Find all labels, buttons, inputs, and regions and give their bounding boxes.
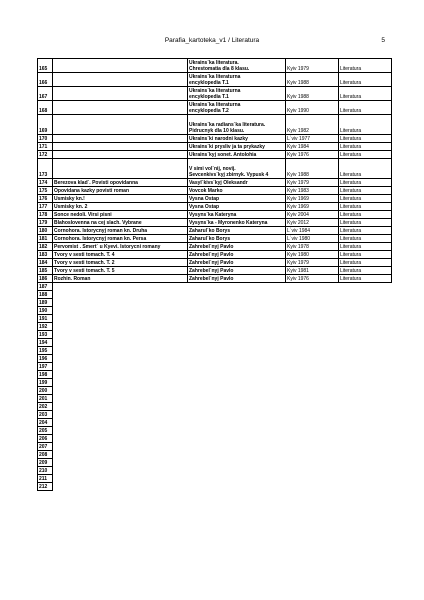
author-line: Zahrebel`nyj Pavlo — [189, 252, 234, 258]
row-number: 188 — [38, 291, 53, 299]
row-number: 208 — [38, 451, 53, 459]
table-row — [38, 73, 392, 87]
row-number: 210 — [38, 467, 53, 475]
book-title: Opovidana kazky povisti roman — [53, 187, 188, 195]
book-title — [53, 143, 188, 151]
row-number: 181 — [38, 235, 53, 243]
book-author — [188, 251, 286, 259]
category: Literatura — [339, 135, 392, 143]
empty-row — [38, 435, 392, 443]
book-author — [188, 275, 286, 283]
author-line: Ukrains`ka literaturna — [189, 88, 241, 94]
row-number: 173 — [38, 159, 53, 179]
book-author — [188, 115, 286, 135]
author-line: Ukrains`ka literaturna — [189, 74, 241, 80]
table-row — [38, 179, 392, 187]
row-number: 207 — [38, 443, 53, 451]
table-row — [38, 159, 392, 179]
author-line: Zahrebel`nyj Pavlo — [189, 276, 234, 282]
book-title — [53, 59, 188, 73]
table-row — [38, 243, 392, 251]
place-year: Kyiv 1979 — [286, 179, 339, 187]
table-row — [38, 151, 392, 159]
place-year: L`viv 1980 — [286, 235, 339, 243]
author-line: Zahrebel`nyj Pavlo — [189, 268, 234, 274]
catalog-table — [37, 58, 392, 491]
row-number: 184 — [38, 259, 53, 267]
table-row — [38, 187, 392, 195]
book-title — [53, 115, 188, 135]
row-number: 180 — [38, 227, 53, 235]
category: Literatura — [339, 267, 392, 275]
book-author — [188, 267, 286, 275]
book-author — [188, 135, 286, 143]
row-number: 172 — [38, 151, 53, 159]
book-title — [53, 87, 188, 101]
place-year: Kyiv 1988 — [286, 73, 339, 87]
category: Literatura — [339, 227, 392, 235]
place-year: Kyiv 1982 — [286, 115, 339, 135]
category: Literatura — [339, 151, 392, 159]
category: Literatura — [339, 87, 392, 101]
book-title: Rozhin. Roman — [53, 275, 188, 283]
category: Literatura — [339, 195, 392, 203]
row-number: 171 — [38, 143, 53, 151]
place-year: Kyiv 1979 — [286, 259, 339, 267]
book-author — [188, 179, 286, 187]
empty-row — [38, 299, 392, 307]
table-row — [38, 87, 392, 101]
category: Literatura — [339, 179, 392, 187]
row-number: 200 — [38, 387, 53, 395]
page-header — [0, 37, 424, 49]
book-author — [188, 59, 286, 73]
row-number: 185 — [38, 267, 53, 275]
row-number: 196 — [38, 355, 53, 363]
row-number: 201 — [38, 395, 53, 403]
category: Literatura — [339, 101, 392, 115]
row-number: 209 — [38, 459, 53, 467]
row-number: 165 — [38, 59, 53, 73]
book-author — [188, 159, 286, 179]
book-author — [188, 235, 286, 243]
empty-row — [38, 315, 392, 323]
row-number: 203 — [38, 411, 53, 419]
category: Literatura — [339, 219, 392, 227]
row-number: 166 — [38, 73, 53, 87]
book-author — [188, 227, 286, 235]
table-row — [38, 59, 392, 73]
author-line: Vasyl`kivs`kyj Oleksandr — [189, 180, 248, 186]
document-title: Parafia_kartoteka_v1 / Literatura — [164, 37, 260, 44]
author-line: encyklopedia T.1 — [189, 94, 229, 100]
row-number: 190 — [38, 307, 53, 315]
empty-row — [38, 379, 392, 387]
book-author — [188, 195, 286, 203]
row-number: 198 — [38, 371, 53, 379]
category: Literatura — [339, 275, 392, 283]
row-number: 205 — [38, 427, 53, 435]
row-number: 178 — [38, 211, 53, 219]
row-number: 175 — [38, 187, 53, 195]
author-line: V simi vol`nij, novij. — [189, 166, 236, 172]
place-year: Kyiv 1969 — [286, 203, 339, 211]
author-line: Ukrains`ka literaturna — [189, 102, 241, 108]
category: Literatura — [339, 159, 392, 179]
row-number: 186 — [38, 275, 53, 283]
table-row — [38, 235, 392, 243]
empty-row — [38, 387, 392, 395]
empty-row — [38, 419, 392, 427]
row-number: 206 — [38, 435, 53, 443]
empty-row — [38, 411, 392, 419]
place-year: Kyiv 2004 — [286, 211, 339, 219]
book-title: Tvory v sesti tomach. T. 4 — [53, 251, 188, 259]
empty-row — [38, 403, 392, 411]
category: Literatura — [339, 187, 392, 195]
author-line: encyklopedia T.1 — [189, 80, 229, 86]
place-year: Kyiv 1980 — [286, 251, 339, 259]
author-line: Zahrebel`nyj Pavlo — [189, 244, 234, 250]
place-year: Kyiv 1988 — [286, 87, 339, 101]
row-number: 192 — [38, 323, 53, 331]
place-year: Kyiv 1976 — [286, 275, 339, 283]
row-number: 179 — [38, 219, 53, 227]
place-year: Kyiv 1984 — [286, 143, 339, 151]
book-title: Berezova klad`. Povisti opovidanna — [53, 179, 188, 187]
row-number: 191 — [38, 315, 53, 323]
empty-row — [38, 451, 392, 459]
book-title: Cornohora. Istorycnyj roman kn. Druha — [53, 227, 188, 235]
author-line: Ukrains`ka literatura. — [189, 60, 239, 66]
row-number: 197 — [38, 363, 53, 371]
place-year: Kyiv 1969 — [286, 195, 339, 203]
row-number: 169 — [38, 115, 53, 135]
author-line: Vysyns`ka - Myronenko Kateryna — [189, 220, 268, 226]
table-row — [38, 275, 392, 283]
row-number: 193 — [38, 331, 53, 339]
empty-row — [38, 363, 392, 371]
book-title: Blahoslovenna na cej slach. Vybrane — [53, 219, 188, 227]
row-number: 182 — [38, 243, 53, 251]
book-title: Cornohora. Istorycnyj roman kn. Persa — [53, 235, 188, 243]
page-number: 5 — [381, 37, 385, 44]
author-line: Vysna Ostap — [189, 204, 220, 210]
category: Literatura — [339, 143, 392, 151]
book-title — [53, 159, 188, 179]
book-author — [188, 211, 286, 219]
row-number: 170 — [38, 135, 53, 143]
place-year: Kyiv 1979 — [286, 59, 339, 73]
book-title — [53, 101, 188, 115]
table-row — [38, 101, 392, 115]
table-row — [38, 259, 392, 267]
author-line: Sevcenkivs`kyj zbirnyk. Vypusk 4 — [189, 172, 269, 178]
empty-row — [38, 371, 392, 379]
row-number: 187 — [38, 283, 53, 291]
place-year: Kyiv 2012 — [286, 219, 339, 227]
category: Literatura — [339, 59, 392, 73]
book-author — [188, 101, 286, 115]
empty-row — [38, 283, 392, 291]
author-line: Vysna Ostap — [189, 196, 220, 202]
book-title: Tvory v sesti tomach. T. 5 — [53, 267, 188, 275]
row-number: 212 — [38, 483, 53, 491]
author-line: Vovcok Marko — [189, 188, 223, 194]
book-title — [53, 151, 188, 159]
row-number: 211 — [38, 475, 53, 483]
author-line: Zahrebel`nyj Pavlo — [189, 260, 234, 266]
book-author — [188, 243, 286, 251]
category: Literatura — [339, 211, 392, 219]
author-line: Chrestomatia dla 8 klasu. — [189, 66, 250, 72]
catalog-body — [38, 59, 392, 491]
book-title: Pervomist . Smert` u Kyevi. Istorycni romany — [53, 243, 188, 251]
place-year: L`viv 1984 — [286, 227, 339, 235]
category: Literatura — [339, 115, 392, 135]
empty-row — [38, 467, 392, 475]
author-line: Pidrucnyk dla 10 klasu. — [189, 128, 245, 134]
row-number: 183 — [38, 251, 53, 259]
book-author — [188, 219, 286, 227]
book-title: Sonce nedoli. Virsi pisni — [53, 211, 188, 219]
table-row — [38, 203, 392, 211]
row-number: 167 — [38, 87, 53, 101]
empty-row — [38, 475, 392, 483]
table-row — [38, 195, 392, 203]
row-number: 199 — [38, 379, 53, 387]
empty-row — [38, 307, 392, 315]
row-number: 195 — [38, 347, 53, 355]
table-row — [38, 135, 392, 143]
table-row — [38, 219, 392, 227]
row-number: 176 — [38, 195, 53, 203]
category: Literatura — [339, 235, 392, 243]
empty-row — [38, 427, 392, 435]
place-year: Kyiv 1976 — [286, 151, 339, 159]
place-year: Kyiv 1983 — [286, 187, 339, 195]
category: Literatura — [339, 243, 392, 251]
place-year: Kyiv 1978 — [286, 243, 339, 251]
empty-row — [38, 355, 392, 363]
empty-row — [38, 291, 392, 299]
row-number: 177 — [38, 203, 53, 211]
row-number: 174 — [38, 179, 53, 187]
category: Literatura — [339, 73, 392, 87]
empty-row — [38, 483, 392, 491]
empty-row — [38, 395, 392, 403]
place-year: Kyiv 1990 — [286, 101, 339, 115]
empty-row — [38, 459, 392, 467]
row-number: 202 — [38, 403, 53, 411]
table-row — [38, 267, 392, 275]
book-author — [188, 143, 286, 151]
empty-row — [38, 331, 392, 339]
empty-row — [38, 323, 392, 331]
table-row — [38, 251, 392, 259]
table-row — [38, 143, 392, 151]
table-row — [38, 227, 392, 235]
book-title — [53, 73, 188, 87]
author-line: encyklopedia T.2 — [189, 108, 229, 114]
author-line: Zaharul`ko Borys — [189, 236, 231, 242]
table-row — [38, 211, 392, 219]
table-row — [38, 115, 392, 135]
author-line: Zaharul`ko Borys — [189, 228, 231, 234]
author-line: Vysyns`ka Kateryna — [189, 212, 237, 218]
book-title: Tvory v sesti tomach. T. 2 — [53, 259, 188, 267]
place-year: Kyiv 1988 — [286, 159, 339, 179]
row-number: 189 — [38, 299, 53, 307]
book-title — [53, 135, 188, 143]
empty-row — [38, 443, 392, 451]
empty-row — [38, 339, 392, 347]
place-year: L`viv 1977 — [286, 135, 339, 143]
book-title: Usmisky kn.! — [53, 195, 188, 203]
book-author — [188, 259, 286, 267]
book-author — [188, 203, 286, 211]
book-title: Usmisky kn. 2 — [53, 203, 188, 211]
row-number: 204 — [38, 419, 53, 427]
category: Literatura — [339, 259, 392, 267]
category: Literatura — [339, 203, 392, 211]
empty-row — [38, 347, 392, 355]
book-author — [188, 187, 286, 195]
category: Literatura — [339, 251, 392, 259]
book-author — [188, 73, 286, 87]
row-number: 168 — [38, 101, 53, 115]
book-author — [188, 87, 286, 101]
book-author — [188, 151, 286, 159]
author-line: Ukrains`ka radians`ka literatura. — [189, 122, 266, 128]
place-year: Kyiv 1981 — [286, 267, 339, 275]
author-line: Ukrains`ki prysliv ja ta prykazky — [189, 144, 265, 150]
author-line: Ukrains`kyj sonet. Antolohia — [189, 152, 257, 158]
author-line: Ukrains`ki narodni kazky — [189, 136, 248, 142]
row-number: 194 — [38, 339, 53, 347]
